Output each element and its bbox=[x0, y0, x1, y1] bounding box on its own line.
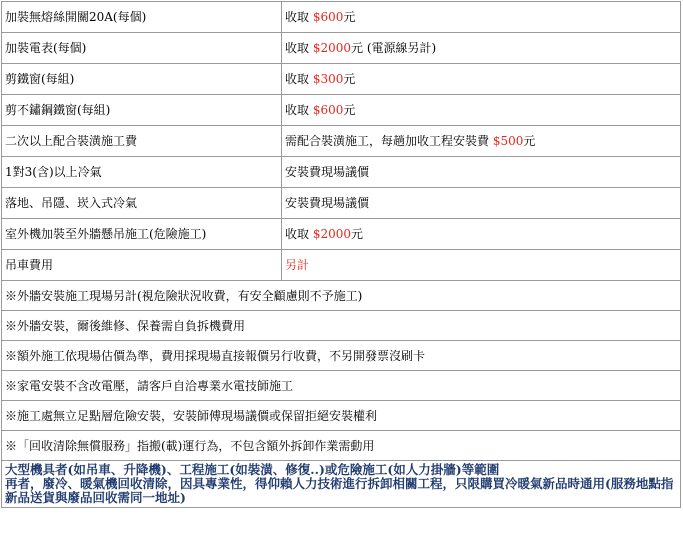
table-row bbox=[2, 157, 681, 188]
price-prefix: 收取 bbox=[285, 72, 313, 86]
note-row bbox=[2, 341, 681, 371]
price-prefix: 需配合裝潢施工，每趟加收工程安裝費 bbox=[285, 134, 493, 148]
price-cell bbox=[282, 250, 681, 281]
price-suffix: 元 bbox=[343, 10, 356, 24]
price-prefix: 安裝費現場議價 bbox=[285, 196, 370, 210]
price-amount: $2000 bbox=[312, 41, 352, 55]
note-text: ※施工處無立足點層危險安裝，安裝師傅現場議價或保留拒絕安裝權利 bbox=[2, 401, 681, 431]
note-text: ※「回收清除無償服務」指搬(載)運行為，不包含額外拆卸作業需動用 bbox=[2, 431, 681, 461]
price-amount: $600 bbox=[312, 10, 344, 24]
table-row bbox=[2, 33, 681, 64]
table-row bbox=[2, 95, 681, 126]
notice-row bbox=[2, 461, 681, 508]
note-row bbox=[2, 371, 681, 401]
price-amount: $600 bbox=[312, 103, 344, 117]
price-prefix: 收取 bbox=[285, 41, 313, 55]
price-cell bbox=[282, 95, 681, 126]
price-prefix: 收取 bbox=[285, 103, 313, 117]
price-amount: $2000 bbox=[312, 227, 352, 241]
notice-cell bbox=[2, 461, 681, 508]
price-suffix: 元 (電源線另計) bbox=[351, 41, 437, 55]
price-suffix: 元 bbox=[523, 134, 536, 148]
table-row bbox=[2, 250, 681, 281]
item-cell: 落地、吊隱、崁入式冷氣 bbox=[2, 188, 282, 219]
price-cell bbox=[282, 219, 681, 250]
item-cell: 二次以上配合裝潢施工費 bbox=[2, 126, 282, 157]
price-prefix: 收取 bbox=[285, 10, 313, 24]
notice-line-1: 大型機具者(如吊車、升降機)、工程施工(如裝潢、修復..)或危險施工(如人力掛牆)等範圍 bbox=[5, 462, 500, 477]
price-cell bbox=[282, 126, 681, 157]
price-cell bbox=[282, 2, 681, 33]
note-row bbox=[2, 281, 681, 311]
note-text: ※外牆安裝施工現場另計(視危險狀況收費，有安全顧慮則不予施工) bbox=[2, 281, 681, 311]
table-row bbox=[2, 219, 681, 250]
item-cell: 吊車費用 bbox=[2, 250, 282, 281]
price-prefix: 收取 bbox=[285, 227, 313, 241]
table-row bbox=[2, 64, 681, 95]
price-cell bbox=[282, 64, 681, 95]
table-row bbox=[2, 126, 681, 157]
item-cell: 1對3(含)以上冷氣 bbox=[2, 157, 282, 188]
price-suffix: 元 bbox=[351, 227, 364, 241]
price-amount: 另計 bbox=[285, 258, 310, 272]
note-text: ※家電安裝不含改電壓，請客戶自洽專業水電技師施工 bbox=[2, 371, 681, 401]
item-cell: 加裝電表(每個) bbox=[2, 33, 282, 64]
note-row bbox=[2, 431, 681, 461]
price-amount: $500 bbox=[492, 134, 524, 148]
price-prefix: 安裝費現場議價 bbox=[285, 165, 370, 179]
table-row bbox=[2, 188, 681, 219]
price-suffix: 元 bbox=[343, 72, 356, 86]
item-cell: 室外機加裝至外牆懸吊施工(危險施工) bbox=[2, 219, 282, 250]
note-row bbox=[2, 401, 681, 431]
note-text: ※外牆安裝，爾後維修、保養需自負拆機費用 bbox=[2, 311, 681, 341]
table-row bbox=[2, 2, 681, 33]
item-cell: 剪鐵窗(每組) bbox=[2, 64, 282, 95]
note-text: ※額外施工依現場估價為準，費用採現場直接報價另行收費，不另開發票沒刷卡 bbox=[2, 341, 681, 371]
item-cell: 加裝無熔絲開關20A(每個) bbox=[2, 2, 282, 33]
price-suffix: 元 bbox=[343, 103, 356, 117]
notice-line-2: 再者，廢冷、暖氣機回收清除，因具專業性，得仰賴人力技術進行拆卸相關工程，只限購買冷暖氣新品時通用(服務地點指新品送貨與廢品回收需同一地址) bbox=[5, 476, 674, 505]
item-cell: 剪不鏽鋼鐵窗(每組) bbox=[2, 95, 282, 126]
price-cell bbox=[282, 188, 681, 219]
price-cell bbox=[282, 157, 681, 188]
price-amount: $300 bbox=[312, 72, 344, 86]
price-cell bbox=[282, 33, 681, 64]
fee-table bbox=[1, 1, 681, 508]
note-row bbox=[2, 311, 681, 341]
